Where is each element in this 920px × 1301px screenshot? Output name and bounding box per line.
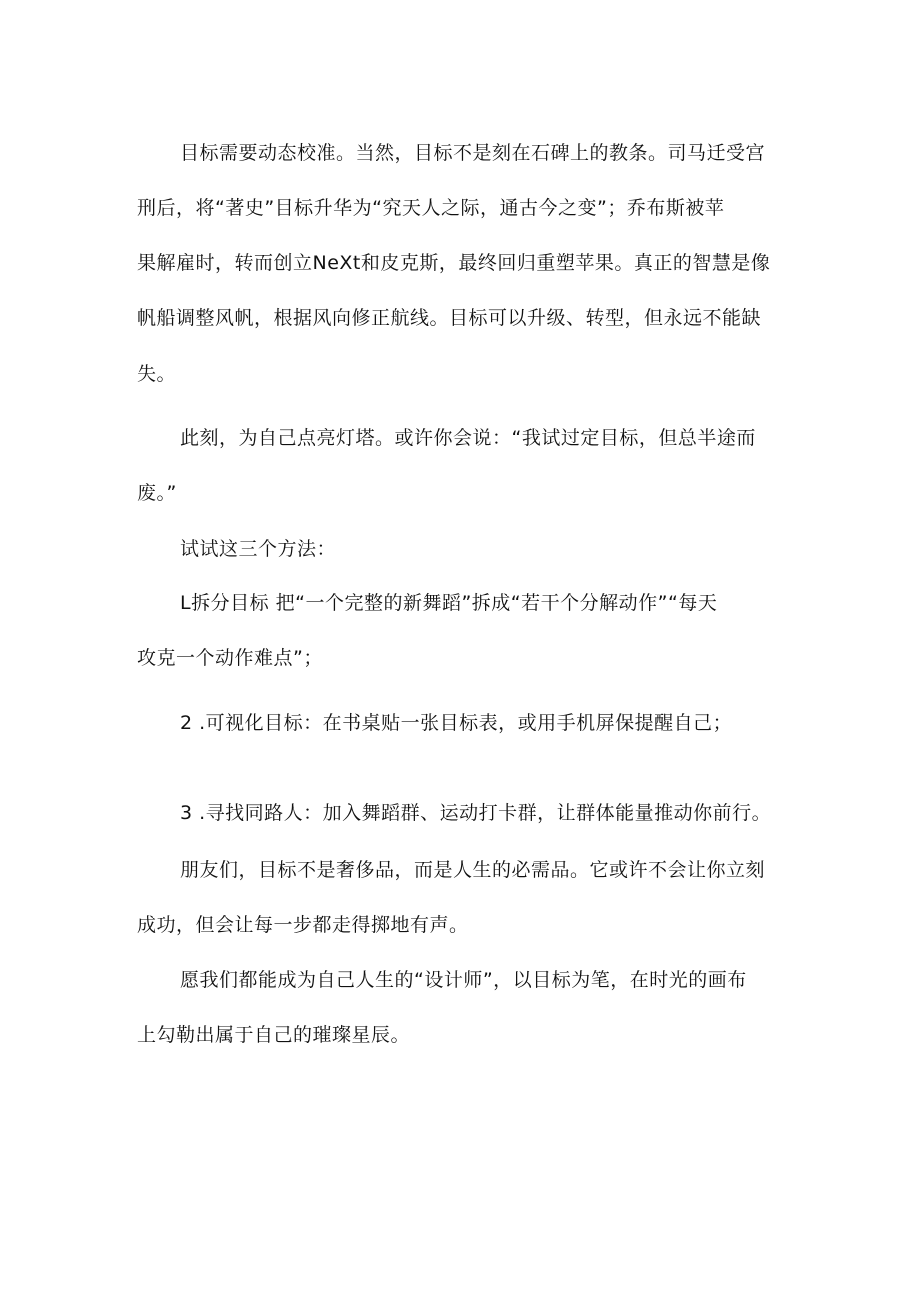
list-item-line: 2 .可视化目标：在书桌贴一张目标表，或用手机屏保提醒自己； (180, 712, 733, 734)
list-item-line: L拆分目标 把“一个完整的新舞蹈”拆成“若干个分解动作”“每天 (180, 592, 718, 614)
list-item-line: 攻克一个动作难点”； (137, 647, 323, 669)
paragraph-line: 目标需要动态校准。当然，目标不是刻在石碑上的教条。司马迁受宫 (180, 142, 766, 164)
paragraph-line: 刑后，将“著史”目标升华为“究天人之际，通古今之变”；乔布斯被苹 (137, 197, 725, 219)
paragraph-line: 愿我们都能成为自己人生的“设计师”，以目标为笔，在时光的画布 (180, 969, 747, 991)
list-item-line: 3 .寻找同路人：加入舞蹈群、运动打卡群，让群体能量推动你前行。 (180, 802, 772, 824)
paragraph-line: 成功，但会让每一步都走得掷地有声。 (137, 914, 469, 936)
paragraph-line: 果解雇时，转而创立NeXt和皮克斯，最终回归重塑苹果。真正的智慧是像 (137, 252, 771, 274)
paragraph-line: 上勾勒出属于自己的璀璨星辰。 (137, 1024, 411, 1046)
paragraph-line: 失。 (137, 363, 177, 385)
paragraph-line: 此刻，为自己点亮灯塔。或许你会说：“我试过定目标，但总半途而 (180, 427, 756, 449)
paragraph-line: 试试这三个方法： (180, 538, 337, 560)
paragraph-line: 朋友们，目标不是奢侈品，而是人生的必需品。它或许不会让你立刻 (180, 859, 766, 881)
paragraph-line: 废。” (137, 482, 177, 504)
paragraph-line: 帆船调整风帆，根据风向修正航线。目标可以升级、转型，但永远不能缺 (137, 307, 762, 329)
